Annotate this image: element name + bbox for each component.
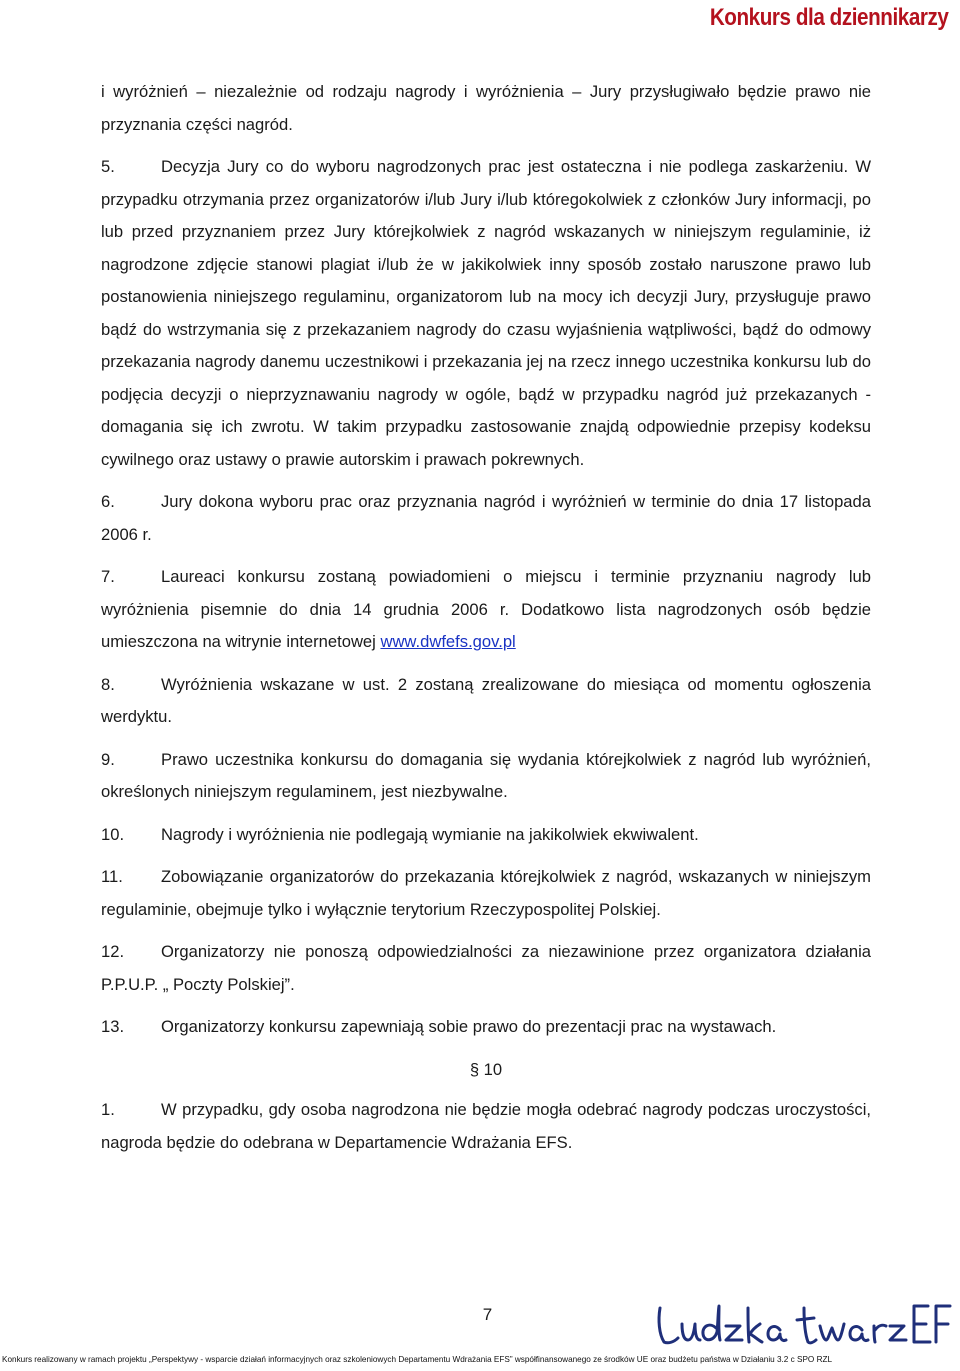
paragraph-number: 10. [101,824,125,844]
paragraph-text: Organizatorzy konkursu zapewniają sobie prawo do prezentacji prac na wystawach. [161,1017,777,1036]
document-body [101,76,871,1169]
header-title: Konkurs dla dziennikarzy [709,4,948,31]
paragraph-text: Laureaci konkursu zostaną powiadomieni o miejscu i terminie przyznaniu nagrody lub wyróżnienia pisemnie do dnia 14 grudnia 2006 r. Dodatkowo lista nagrodzonych osób będzie umieszczona na witrynie internetowej [101,567,871,651]
paragraph-text: Jury dokona wyboru prac oraz przyznania nagród i wyróżnień w terminie do dnia 17 listopada 2006 r. [101,492,871,544]
paragraph-13 [101,1011,871,1044]
paragraph-number: 5. [101,157,115,176]
paragraph-number: 12. [101,942,125,961]
paragraph-continuation [101,76,871,141]
paragraph-number: 1. [101,1100,115,1119]
paragraph-text: Wyróżnienia wskazane w ust. 2 zostaną zrealizowane do miesiąca od momentu ogłoszenia werdyktu. [101,674,871,726]
footer-text: Konkurs realizowany w ramach projektu „Perspektywy - wsparcie działań informacyjnych oraz szkoleniowych Departamentu Wdrażania EFS” współfinansowanego ze środków UE oraz budżetu państwa w Działaniu 3.2 c SPO RZL [2,1355,833,1364]
paragraph-5 [101,151,871,476]
page-number: 7 [482,1305,493,1324]
paragraph-9 [101,744,871,809]
paragraph-number: 13. [101,1017,125,1036]
paragraph-text: W przypadku, gdy osoba nagrodzona nie będzie mogła odebrać nagrody podczas uroczystości, nagroda będzie do odebrana w Departamencie Wdrażania EFS. [101,1100,871,1152]
paragraph-text: Organizatorzy nie ponoszą odpowiedzialności za niezawinione przez organizatora działania P.P.U.P. „ Poczty Polskiej”. [101,942,871,994]
paragraph-12 [101,936,871,1001]
paragraph-6 [101,486,871,551]
ludzka-twarz-efs-logo-icon [654,1298,954,1350]
paragraph-11 [101,861,871,926]
paragraph-7 [101,561,871,659]
paragraph-8 [101,669,871,734]
paragraph-number: 6. [101,492,115,511]
paragraph-text: Zobowiązanie organizatorów do przekazania którejkolwiek z nagród, wskazanych w niniejszym regulaminie, obejmuje tylko i wyłącznie terytorium Rzeczypospolitej Polskiej. [101,867,871,919]
section-heading: § 10 [469,1059,503,1079]
paragraph-text: Nagrody i wyróżnienia nie podlegają wymianie na jakikolwiek ekwiwalent. [161,824,699,844]
website-link[interactable]: www.dwfefs.gov.pl [380,632,516,651]
paragraph-text: i wyróżnień – niezależnie od rodzaju nagrody i wyróżnienia – Jury przysługiwało będzie prawo nie przyznania części nagród. [101,82,871,134]
paragraph-text: Prawo uczestnika konkursu do domagania się wydania którejkolwiek z nagród lub wyróżnień, określonych niniejszym regulaminem, jest niezbywalne. [101,749,871,801]
paragraph-number: 7. [101,567,115,586]
logo-text: Ludzka twarz EFS [944,1348,953,1349]
paragraph-10 [101,819,871,852]
section-paragraph-1 [101,1094,871,1159]
paragraph-number: 8. [101,674,115,694]
paragraph-number: 9. [101,749,115,769]
paragraph-text: Decyzja Jury co do wyboru nagrodzonych prac jest ostateczna i nie podlega zaskarżeniu. W przypadku otrzymania przez organizatorów i/lub Jury i/lub któregokolwiek z członków Jury informacji, po lub przed przyznaniem przez Jury którejkolwiek z nagród wskazanych w niniejszym regulaminie, iż nagrodzone zdjęcie stanowi plagiat i/lub że w jakikolwiek inny sposób zostało naruszone prawo lub postanowienia niniejszego regulaminu, organizatorom lub na mocy ich decyzji Jury, przysługuje prawo bądź do wstrzymania się z przekazaniem nagrody do czasu wyjaśnienia wątpliwości, bądź do odmowy przekazania nagrody danemu uczestnikowi i przekazania jej na rzecz innego uczestnika konkursu lub do podjęcia decyzji o nieprzyznawaniu nagrody w ogóle, bądź w przypadku nagród już przekazanych - domagania się ich zwrotu. W takim przypadku zastosowanie znajdą odpowiednie przepisy kodeksu cywilnego oraz ustawy o prawie autorskim i prawach pokrewnych. [101,157,871,469]
paragraph-number: 11. [101,867,123,886]
